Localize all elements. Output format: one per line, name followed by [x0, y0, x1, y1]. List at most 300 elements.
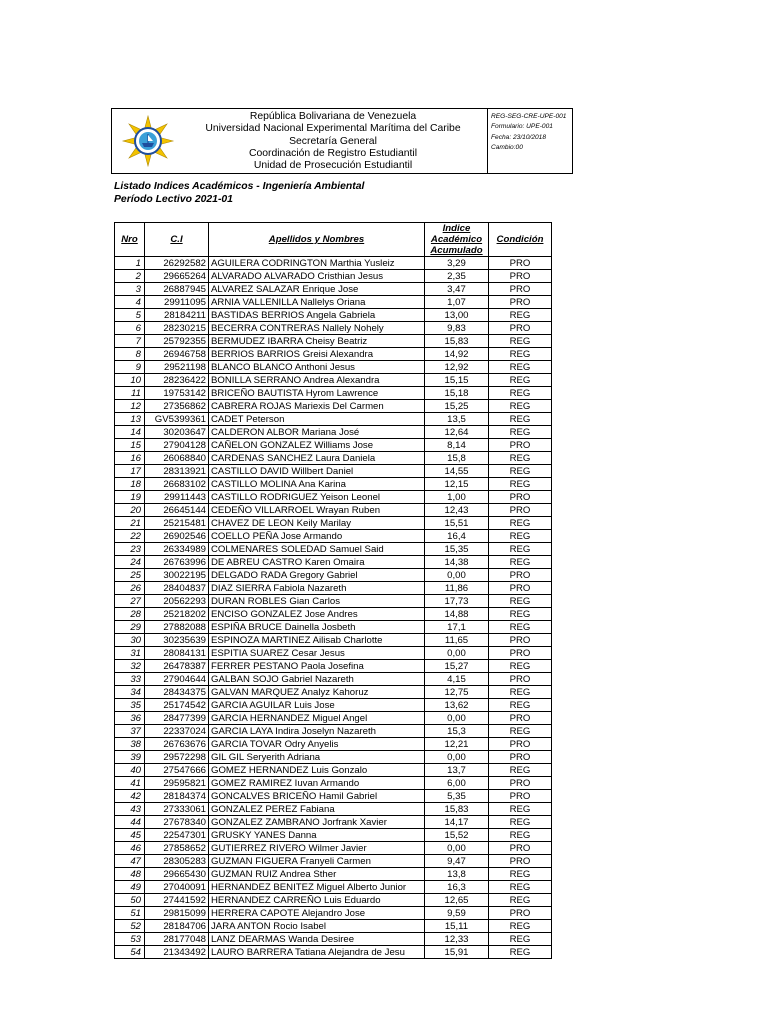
student-id-cell: 27547666 [145, 764, 209, 777]
form-code: REG-SEG-CRE-UPE-001 [491, 113, 567, 120]
student-name-cell: COLMENARES SOLEDAD Samuel Said [209, 543, 425, 556]
row-number-cell: 2 [115, 270, 145, 283]
row-number-cell: 19 [115, 491, 145, 504]
academic-index-cell: 0,00 [425, 647, 489, 660]
student-id-cell: 26763996 [145, 556, 209, 569]
student-id-cell: 26683102 [145, 478, 209, 491]
table-row [115, 426, 552, 439]
document-subtitle: Período Lectivo 2021-01 [114, 194, 233, 205]
row-number-cell: 40 [115, 764, 145, 777]
student-id-cell: 29911443 [145, 491, 209, 504]
condition-cell: REG [489, 933, 552, 946]
student-id-cell: 26292582 [145, 257, 209, 270]
condition-cell: PRO [489, 673, 552, 686]
condition-cell: PRO [489, 439, 552, 452]
student-name-cell: HERRERA CAPOTE Alejandro Jose [209, 907, 425, 920]
condition-cell: PRO [489, 270, 552, 283]
student-name-cell: ENCISO GONZALEZ Jose Andres [209, 608, 425, 621]
student-name-cell: CEDEÑO VILLARROEL Wrayan Ruben [209, 504, 425, 517]
academic-index-cell: 14,88 [425, 608, 489, 621]
row-number-cell: 35 [115, 699, 145, 712]
student-id-cell: 29665264 [145, 270, 209, 283]
student-name-cell: CARDENAS SANCHEZ Laura Daniela [209, 452, 425, 465]
condition-cell: PRO [489, 751, 552, 764]
academic-index-cell: 13,8 [425, 868, 489, 881]
row-number-cell: 16 [115, 452, 145, 465]
table-row [115, 387, 552, 400]
condition-cell: REG [489, 946, 552, 959]
condition-cell: REG [489, 452, 552, 465]
condition-cell: REG [489, 803, 552, 816]
academic-index-cell: 12,43 [425, 504, 489, 517]
student-id-cell: 28305283 [145, 855, 209, 868]
table-row [115, 322, 552, 335]
student-id-cell: 26334989 [145, 543, 209, 556]
student-id-cell: 29521198 [145, 361, 209, 374]
condition-cell: REG [489, 764, 552, 777]
table-row [115, 712, 552, 725]
row-number-cell: 23 [115, 543, 145, 556]
student-name-cell: ARNIA VALLENILLA Nallelys Oriana [209, 296, 425, 309]
academic-index-cell: 15,83 [425, 335, 489, 348]
student-name-cell: DELGADO RADA Gregory Gabriel [209, 569, 425, 582]
student-id-cell: 26902546 [145, 530, 209, 543]
student-name-cell: FERRER PESTANO Paola Josefina [209, 660, 425, 673]
student-name-cell: BERRIOS BARRIOS Greisi Alexandra [209, 348, 425, 361]
table-row [115, 556, 552, 569]
student-name-cell: ALVARADO ALVARADO Cristhian Jesus [209, 270, 425, 283]
student-name-cell: DURAN ROBLES Gian Carlos [209, 595, 425, 608]
student-id-cell: 25215481 [145, 517, 209, 530]
student-name-cell: GONZALEZ ZAMBRANO Jorfrank Xavier [209, 816, 425, 829]
table-row [115, 920, 552, 933]
student-name-cell: GALVAN MARQUEZ Analyz Kahoruz [209, 686, 425, 699]
condition-cell: PRO [489, 634, 552, 647]
header-line-university: Universidad Nacional Experimental Marítima del Caribe [205, 123, 461, 135]
table-row [115, 595, 552, 608]
table-row [115, 816, 552, 829]
table-row [115, 374, 552, 387]
row-number-cell: 27 [115, 595, 145, 608]
university-seal-icon [118, 115, 178, 167]
institution-heading [182, 111, 484, 172]
condition-cell: PRO [489, 647, 552, 660]
condition-cell: PRO [489, 322, 552, 335]
academic-index-cell: 13,00 [425, 309, 489, 322]
column-header-index [425, 223, 489, 257]
row-number-cell: 52 [115, 920, 145, 933]
student-id-cell: GV5399361 [145, 413, 209, 426]
academic-index-cell: 15,91 [425, 946, 489, 959]
column-header-name: Apellidos y Nombres [209, 223, 425, 257]
student-id-cell: 26946758 [145, 348, 209, 361]
condition-cell: PRO [489, 907, 552, 920]
condition-cell: PRO [489, 738, 552, 751]
student-id-cell: 27356862 [145, 400, 209, 413]
condition-cell: REG [489, 920, 552, 933]
condition-cell: REG [489, 465, 552, 478]
academic-index-cell: 16,4 [425, 530, 489, 543]
academic-index-cell: 6,00 [425, 777, 489, 790]
academic-index-cell: 12,21 [425, 738, 489, 751]
student-name-cell: ESPIÑA BRUCE Dainella Josbeth [209, 621, 425, 634]
student-name-cell: GRUSKY YANES Danna [209, 829, 425, 842]
row-number-cell: 30 [115, 634, 145, 647]
row-number-cell: 5 [115, 309, 145, 322]
academic-index-cell: 13,7 [425, 764, 489, 777]
academic-index-cell: 4,15 [425, 673, 489, 686]
table-row [115, 764, 552, 777]
row-number-cell: 11 [115, 387, 145, 400]
condition-cell: REG [489, 478, 552, 491]
academic-index-cell: 14,92 [425, 348, 489, 361]
student-name-cell: CASTILLO DAVID Willbert Daniel [209, 465, 425, 478]
row-number-cell: 13 [115, 413, 145, 426]
table-row [115, 842, 552, 855]
condition-cell: REG [489, 829, 552, 842]
academic-index-cell: 12,33 [425, 933, 489, 946]
student-name-cell: ESPITIA SUAREZ Cesar Jesus [209, 647, 425, 660]
student-id-cell: 28236422 [145, 374, 209, 387]
student-name-cell: HERNANDEZ BENITEZ Miguel Alberto Junior [209, 881, 425, 894]
condition-cell: REG [489, 660, 552, 673]
student-id-cell: 19753142 [145, 387, 209, 400]
condition-cell: REG [489, 387, 552, 400]
student-id-cell: 29572298 [145, 751, 209, 764]
academic-index-cell: 14,17 [425, 816, 489, 829]
condition-cell: PRO [489, 777, 552, 790]
student-name-cell: JARA ANTON Rocio Isabel [209, 920, 425, 933]
table-row [115, 933, 552, 946]
table-row [115, 439, 552, 452]
academic-index-cell: 15,51 [425, 517, 489, 530]
row-number-cell: 48 [115, 868, 145, 881]
academic-index-cell: 13,62 [425, 699, 489, 712]
row-number-cell: 47 [115, 855, 145, 868]
grades-table [114, 222, 552, 959]
column-header-index-line3: Acumulado [430, 245, 483, 256]
column-header-ci: C.I [145, 223, 209, 257]
student-name-cell: BECERRA CONTRERAS Nallely Nohely [209, 322, 425, 335]
row-number-cell: 50 [115, 894, 145, 907]
table-row [115, 478, 552, 491]
academic-index-cell: 1,00 [425, 491, 489, 504]
row-number-cell: 39 [115, 751, 145, 764]
student-id-cell: 28184374 [145, 790, 209, 803]
student-id-cell: 26645144 [145, 504, 209, 517]
student-name-cell: GUZMAN RUIZ Andrea Sther [209, 868, 425, 881]
condition-cell: REG [489, 868, 552, 881]
student-name-cell: GARCIA LAYA Indira Joselyn Nazareth [209, 725, 425, 738]
student-name-cell: LANZ DEARMAS Wanda Desiree [209, 933, 425, 946]
table-row [115, 582, 552, 595]
condition-cell: PRO [489, 582, 552, 595]
table-row [115, 491, 552, 504]
student-name-cell: CABRERA ROJAS Mariexis Del Carmen [209, 400, 425, 413]
table-row [115, 400, 552, 413]
academic-index-cell: 15,52 [425, 829, 489, 842]
row-number-cell: 10 [115, 374, 145, 387]
row-number-cell: 36 [115, 712, 145, 725]
row-number-cell: 26 [115, 582, 145, 595]
student-name-cell: CALDERON ALBOR Mariana José [209, 426, 425, 439]
academic-index-cell: 8,14 [425, 439, 489, 452]
student-id-cell: 20562293 [145, 595, 209, 608]
row-number-cell: 44 [115, 816, 145, 829]
table-row [115, 309, 552, 322]
row-number-cell: 20 [115, 504, 145, 517]
condition-cell: REG [489, 686, 552, 699]
condition-cell: REG [489, 621, 552, 634]
student-id-cell: 29595821 [145, 777, 209, 790]
student-name-cell: BERMUDEZ IBARRA Cheisy Beatriz [209, 335, 425, 348]
academic-index-cell: 14,55 [425, 465, 489, 478]
student-name-cell: GOMEZ HERNANDEZ Luis Gonzalo [209, 764, 425, 777]
row-number-cell: 31 [115, 647, 145, 660]
student-id-cell: 27904644 [145, 673, 209, 686]
table-row [115, 673, 552, 686]
row-number-cell: 38 [115, 738, 145, 751]
academic-index-cell: 14,38 [425, 556, 489, 569]
student-name-cell: ESPINOZA MARTINEZ Ailisab Charlotte [209, 634, 425, 647]
table-row [115, 348, 552, 361]
academic-index-cell: 12,92 [425, 361, 489, 374]
academic-index-cell: 15,35 [425, 543, 489, 556]
condition-cell: REG [489, 543, 552, 556]
row-number-cell: 4 [115, 296, 145, 309]
academic-index-cell: 11,65 [425, 634, 489, 647]
condition-cell: REG [489, 426, 552, 439]
academic-index-cell: 13,5 [425, 413, 489, 426]
condition-cell: REG [489, 361, 552, 374]
condition-cell: PRO [489, 504, 552, 517]
student-name-cell: GARCIA HERNANDEZ Miguel Angel [209, 712, 425, 725]
row-number-cell: 37 [115, 725, 145, 738]
student-name-cell: COELLO PEÑA Jose Armando [209, 530, 425, 543]
table-row [115, 894, 552, 907]
row-number-cell: 15 [115, 439, 145, 452]
row-number-cell: 3 [115, 283, 145, 296]
student-id-cell: 27333061 [145, 803, 209, 816]
table-row [115, 335, 552, 348]
student-id-cell: 27882088 [145, 621, 209, 634]
row-number-cell: 9 [115, 361, 145, 374]
student-name-cell: LAURO BARRERA Tatiana Alejandra de Jesu [209, 946, 425, 959]
table-row [115, 868, 552, 881]
table-row [115, 413, 552, 426]
form-change: Cambio:00 [491, 143, 523, 151]
condition-cell: PRO [489, 257, 552, 270]
condition-cell: REG [489, 413, 552, 426]
row-number-cell: 51 [115, 907, 145, 920]
table-row [115, 530, 552, 543]
student-name-cell: GUZMAN FIGUERA Franyeli Carmen [209, 855, 425, 868]
condition-cell: PRO [489, 842, 552, 855]
table-row [115, 660, 552, 673]
student-name-cell: CASTILLO RODRIGUEZ Yeison Leonel [209, 491, 425, 504]
table-row [115, 855, 552, 868]
academic-index-cell: 15,83 [425, 803, 489, 816]
student-name-cell: AGUILERA CODRINGTON Marthia Yusleiz [209, 257, 425, 270]
student-id-cell: 30022195 [145, 569, 209, 582]
table-row [115, 569, 552, 582]
student-id-cell: 25792355 [145, 335, 209, 348]
row-number-cell: 49 [115, 881, 145, 894]
student-id-cell: 29665430 [145, 868, 209, 881]
table-row [115, 751, 552, 764]
academic-index-cell: 15,8 [425, 452, 489, 465]
grades-table-container [114, 222, 551, 959]
student-id-cell: 28477399 [145, 712, 209, 725]
academic-index-cell: 9,47 [425, 855, 489, 868]
table-row [115, 543, 552, 556]
academic-index-cell: 9,83 [425, 322, 489, 335]
row-number-cell: 18 [115, 478, 145, 491]
academic-index-cell: 12,75 [425, 686, 489, 699]
academic-index-cell: 0,00 [425, 842, 489, 855]
student-id-cell: 27441592 [145, 894, 209, 907]
form-code-block [487, 109, 572, 173]
academic-index-cell: 9,59 [425, 907, 489, 920]
student-name-cell: ALVAREZ SALAZAR Enrique Jose [209, 283, 425, 296]
student-id-cell: 26763676 [145, 738, 209, 751]
table-row [115, 621, 552, 634]
academic-index-cell: 3,47 [425, 283, 489, 296]
academic-index-cell: 3,29 [425, 257, 489, 270]
academic-index-cell: 12,64 [425, 426, 489, 439]
form-date: Fecha: 23/10/2018 [491, 133, 546, 141]
student-name-cell: DIAZ SIERRA Fabiola Nazareth [209, 582, 425, 595]
student-name-cell: CAÑELON GONZALEZ Williams Jose [209, 439, 425, 452]
condition-cell: REG [489, 374, 552, 387]
condition-cell: PRO [489, 283, 552, 296]
condition-cell: REG [489, 348, 552, 361]
student-name-cell: GARCIA TOVAR Odry Anyelis [209, 738, 425, 751]
row-number-cell: 41 [115, 777, 145, 790]
student-name-cell: GALBAN SOJO Gabriel Nazareth [209, 673, 425, 686]
academic-index-cell: 15,15 [425, 374, 489, 387]
student-name-cell: HERNANDEZ CARREÑO Luis Eduardo [209, 894, 425, 907]
row-number-cell: 6 [115, 322, 145, 335]
table-row [115, 283, 552, 296]
row-number-cell: 29 [115, 621, 145, 634]
student-name-cell: GONCALVES BRICEÑO Hamil Gabriel [209, 790, 425, 803]
row-number-cell: 1 [115, 257, 145, 270]
row-number-cell: 42 [115, 790, 145, 803]
academic-index-cell: 17,73 [425, 595, 489, 608]
table-row [115, 881, 552, 894]
table-row [115, 738, 552, 751]
academic-index-cell: 0,00 [425, 569, 489, 582]
condition-cell: REG [489, 608, 552, 621]
table-row [115, 777, 552, 790]
table-row [115, 257, 552, 270]
table-row [115, 517, 552, 530]
row-number-cell: 33 [115, 673, 145, 686]
student-id-cell: 30203647 [145, 426, 209, 439]
table-row [115, 699, 552, 712]
table-row [115, 790, 552, 803]
table-row [115, 829, 552, 842]
row-number-cell: 28 [115, 608, 145, 621]
row-number-cell: 54 [115, 946, 145, 959]
condition-cell: REG [489, 816, 552, 829]
student-id-cell: 28313921 [145, 465, 209, 478]
header-line-country: República Bolivariana de Venezuela [249, 111, 417, 122]
student-id-cell: 26068840 [145, 452, 209, 465]
academic-index-cell: 15,27 [425, 660, 489, 673]
student-id-cell: 26478387 [145, 660, 209, 673]
condition-cell: PRO [489, 569, 552, 582]
student-id-cell: 29911095 [145, 296, 209, 309]
row-number-cell: 7 [115, 335, 145, 348]
column-header-index-line1: Indice [442, 223, 471, 234]
student-id-cell: 26887945 [145, 283, 209, 296]
row-number-cell: 8 [115, 348, 145, 361]
row-number-cell: 21 [115, 517, 145, 530]
academic-index-cell: 1,07 [425, 296, 489, 309]
table-row [115, 296, 552, 309]
table-row [115, 361, 552, 374]
student-id-cell: 25218202 [145, 608, 209, 621]
condition-cell: PRO [489, 790, 552, 803]
table-body [115, 257, 552, 959]
student-id-cell: 27678340 [145, 816, 209, 829]
row-number-cell: 32 [115, 660, 145, 673]
condition-cell: PRO [489, 855, 552, 868]
table-row [115, 452, 552, 465]
student-id-cell: 28230215 [145, 322, 209, 335]
student-id-cell: 27858652 [145, 842, 209, 855]
row-number-cell: 53 [115, 933, 145, 946]
student-id-cell: 28177048 [145, 933, 209, 946]
condition-cell: REG [489, 699, 552, 712]
condition-cell: REG [489, 530, 552, 543]
academic-index-cell: 12,15 [425, 478, 489, 491]
table-row [115, 946, 552, 959]
condition-cell: REG [489, 400, 552, 413]
condition-cell: REG [489, 881, 552, 894]
row-number-cell: 34 [115, 686, 145, 699]
row-number-cell: 45 [115, 829, 145, 842]
row-number-cell: 17 [115, 465, 145, 478]
academic-index-cell: 2,35 [425, 270, 489, 283]
student-name-cell: CADET Peterson [209, 413, 425, 426]
condition-cell: PRO [489, 712, 552, 725]
student-id-cell: 27904128 [145, 439, 209, 452]
condition-cell: REG [489, 894, 552, 907]
student-name-cell: GIL GIL Seryerith Adriana [209, 751, 425, 764]
row-number-cell: 46 [115, 842, 145, 855]
table-row [115, 504, 552, 517]
table-row [115, 803, 552, 816]
academic-index-cell: 0,00 [425, 751, 489, 764]
condition-cell: REG [489, 725, 552, 738]
student-id-cell: 28404837 [145, 582, 209, 595]
table-row [115, 686, 552, 699]
document-header [111, 108, 573, 174]
academic-index-cell: 15,11 [425, 920, 489, 933]
student-name-cell: BLANCO BLANCO Anthoni Jesus [209, 361, 425, 374]
table-row [115, 270, 552, 283]
table-row [115, 465, 552, 478]
academic-index-cell: 5,35 [425, 790, 489, 803]
academic-index-cell: 17,1 [425, 621, 489, 634]
table-row [115, 608, 552, 621]
student-name-cell: GOMEZ RAMIREZ Iuvan Armando [209, 777, 425, 790]
condition-cell: REG [489, 335, 552, 348]
condition-cell: REG [489, 595, 552, 608]
